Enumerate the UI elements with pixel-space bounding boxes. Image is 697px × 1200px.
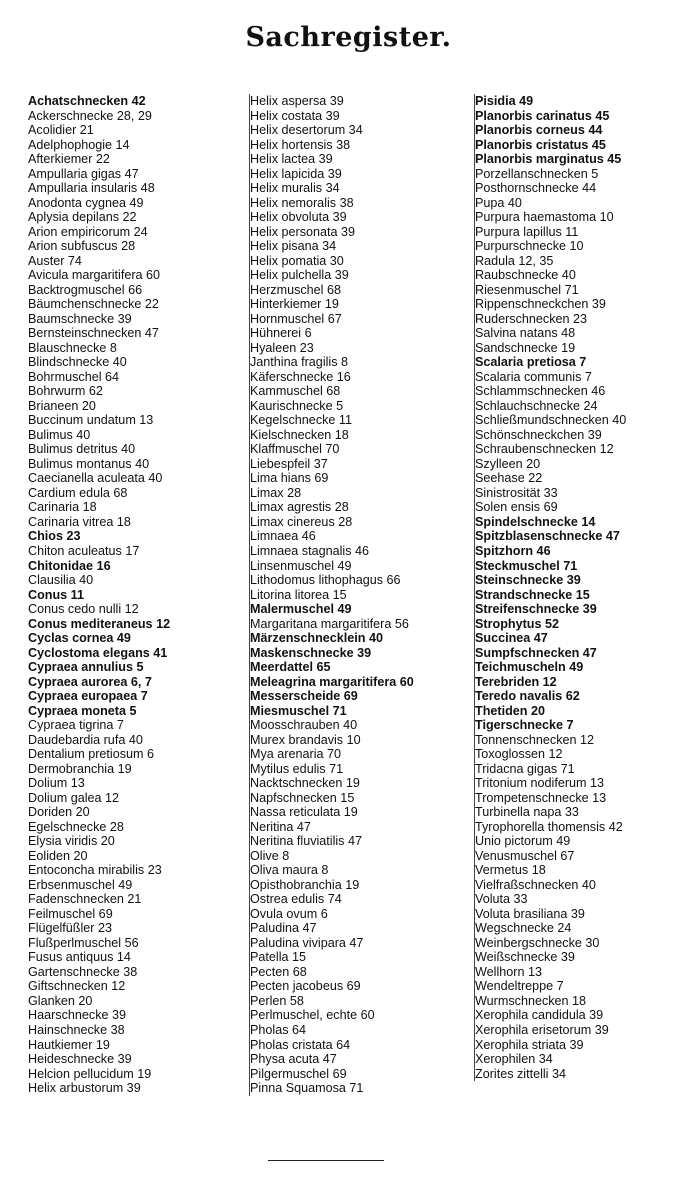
index-entry: Schraubenschnecken 12 [475,442,614,457]
index-entry: Helix costata 39 [250,108,340,123]
index-entry: Achatschnecken 42 [28,94,146,108]
index-entry: Teichmuscheln 49 [475,660,584,675]
index-entry: Erbsenmuschel 49 [28,877,133,892]
index-entry: Maskenschnecke 39 [250,645,372,660]
index-entry: Limax cinereus 28 [250,514,353,529]
index-entry: Glanken 20 [28,993,93,1008]
index-entry: Purpurschnecke 10 [475,239,584,254]
index-entry: Kielschnecken 18 [250,427,349,442]
index-entry: Fusus antiquus 14 [28,950,131,965]
index-entry: Chios 23 [28,529,81,544]
index-entry: Wurmschnecken 18 [475,993,587,1008]
index-entry: Litorina litorea 15 [250,587,347,602]
index-entry: Helix arbustorum 39 [28,1081,141,1096]
index-entry: Cypraea aurorea 6, 7 [28,674,152,689]
index-entry: Pisidia 49 [475,94,534,108]
index-entry: Szylleen 20 [475,456,541,471]
index-entry: Rippenschneckchen 39 [475,297,606,312]
index-entry: Ampullaria insularis 48 [28,181,155,196]
index-entry: Weißschnecke 39 [475,950,575,965]
index-entry: Helix lapicida 39 [250,166,342,181]
index-entry: Patella 15 [250,950,307,965]
index-entry: Janthina fragilis 8 [250,355,349,370]
index-entry: Helcion pellucidum 19 [28,1066,152,1081]
index-entry: Salvina natans 48 [475,326,576,341]
index-entry: Dentalium pretiosum 6 [28,747,154,762]
index-entry: Hainschnecke 38 [28,1023,125,1037]
index-entry: Hühnerei 6 [250,326,312,341]
index-entry: Cyclostoma elegans 41 [28,645,168,660]
index-entry: Raubschnecke 40 [475,268,576,283]
index-entry: Cypraea europaea 7 [28,689,148,704]
index-entry: Sumpfschnecken 47 [475,645,597,660]
index-entry: Planorbis cristatus 45 [475,137,606,152]
index-entry: Spitzblasenschnecke 47 [475,529,620,544]
index-entry: Pilgermuschel 69 [250,1066,347,1081]
index-entry: Cypraea annulius 5 [28,660,144,675]
index-entry: Helix pulchella 39 [250,268,349,283]
index-entry: Hyaleen 23 [250,340,314,355]
index-entry: Limax 28 [250,485,302,500]
index-entry: Carinaria vitrea 18 [28,514,131,529]
index-entry: Tyrophorella thomensis 42 [475,819,623,834]
index-entry: Messerscheide 69 [250,689,358,704]
index-entry: Limnaea 46 [250,529,316,544]
index-entry: Trompetenschnecke 13 [475,790,607,805]
index-entry: Giftschnecken 12 [28,979,126,994]
index-entry: Dolium galea 12 [28,790,120,805]
index-entry: Helix personata 39 [250,224,356,239]
index-entry: Acolidier 21 [28,123,94,138]
index-entry: Strophytus 52 [475,616,559,631]
index-entry: Blauschnecke 8 [28,340,117,355]
index-entry: Daudebardia rufa 40 [28,732,143,747]
index-entry: Unio pictorum 49 [475,834,571,849]
index-entry: Margaritana margaritifera 56 [250,616,409,631]
index-entry: Riesenmuschel 71 [475,282,579,297]
index-entry: Vielfraßschnecken 40 [475,877,596,892]
index-entry: Perlen 58 [250,993,304,1008]
index-entry: Elysia viridis 20 [28,834,115,849]
index-entry: Ovula ovum 6 [250,906,328,921]
index-entry: Conus cedo nulli 12 [28,602,139,617]
index-entry: Klaffmuschel 70 [250,442,340,457]
index-entry: Bernsteinschnecken 47 [28,326,159,341]
index-entry: Pecten jacobeus 69 [250,979,361,994]
index-entry: Neritina fluviatilis 47 [250,834,362,849]
index-entry: Spindelschnecke 14 [475,514,596,529]
index-entry: Doriden 20 [28,805,90,820]
index-entry: Hautkiemer 19 [28,1037,110,1052]
index-entry: Tigerschnecke 7 [475,718,574,733]
index-entry: Bulimus detritus 40 [28,442,136,457]
index-entry: Chiton aculeatus 17 [28,543,140,558]
index-entry: Lima hians 69 [250,471,329,486]
index-entry: Aplysia depilans 22 [28,210,137,225]
index-entry: Gartenschnecke 38 [28,964,138,979]
index-entry: Xerophilen 34 [475,1052,553,1067]
index-entry: Kegelschnecke 11 [250,413,352,428]
index-entry: Schlammschnecken 46 [475,384,606,399]
index-entry: Streifenschnecke 39 [475,602,597,617]
index-entry: Haarschnecke 39 [28,1008,127,1023]
index-entry: Kammuschel 68 [250,384,341,399]
index-entry: Zorites zittelli 34 [475,1066,566,1081]
index-entry: Steckmuschel 71 [475,558,578,573]
index-entry: Tonnenschnecken 12 [475,732,595,747]
index-entry: Xerophila erisetorum 39 [475,1023,609,1037]
index-entry: Helix desertorum 34 [250,123,363,138]
index-entry: Helix hortensis 38 [250,137,351,152]
index-entry: Purpura haemastoma 10 [475,210,614,225]
index-entry: Weinbergschnecke 30 [475,935,600,950]
index-entry: Succinea 47 [475,631,548,646]
index-entry: Voluta brasiliana 39 [475,906,585,921]
index-entry: Hornmuschel 67 [250,311,342,326]
index-entry: Tritonium nodiferum 13 [475,776,605,791]
index-entry: Venusmuschel 67 [475,848,575,863]
index-entry: Carinaria 18 [28,500,97,515]
index-entry: Cyclas cornea 49 [28,631,131,646]
index-entry: Heideschnecke 39 [28,1052,132,1067]
index-entry: Bulimus 40 [28,427,91,442]
index-entry: Helix nemoralis 38 [250,195,354,210]
index-entry: Perlmuschel, echte 60 [250,1008,375,1023]
index-entry: Schließmundschnecken 40 [475,413,627,428]
index-entry: Conus mediteraneus 12 [28,616,171,631]
index-entry: Limnaea stagnalis 46 [250,543,370,558]
index-entry: Radula 12, 35 [475,253,554,268]
index-entry: Schönschneckchen 39 [475,427,602,442]
index-entry: Planorbis marginatus 45 [475,152,622,167]
index-entry: Helix pisana 34 [250,239,337,254]
index-entry: Paludina 47 [250,921,317,936]
index-entry: Limax agrestis 28 [250,500,349,515]
index-entry: Auster 74 [28,253,82,268]
index-entry: Thetiden 20 [475,703,545,718]
index-entry: Meerdattel 65 [250,660,331,675]
index-entry: Backtrogmuschel 66 [28,282,143,297]
index-entry: Teredo navalis 62 [475,689,580,704]
index-entry: Ampullaria gigas 47 [28,166,139,181]
index-entry: Mytilus edulis 71 [250,761,344,776]
index-entry: Solen ensis 69 [475,500,558,515]
page-title: Sachregister. [245,22,452,53]
index-entry: Sandschnecke 19 [475,340,576,355]
index-entry: Pinna Squamosa 71 [250,1081,364,1096]
index-entry: Neritina 47 [250,819,311,834]
index-entry: Wendeltreppe 7 [475,979,564,994]
index-entry: Märzenschnecklein 40 [250,631,383,646]
index-entry: Helix lactea 39 [250,152,333,167]
index-entry: Strandschnecke 15 [475,587,590,602]
index-entry: Scalaria communis 7 [475,369,592,384]
index-entry: Herzmuschel 68 [250,282,341,297]
index-column-3 [474,94,685,1081]
index-entry: Helix muralis 34 [250,181,340,196]
index-entry: Nassa reticulata 19 [250,805,358,820]
index-entry: Liebespfeil 37 [250,456,328,471]
index-entry: Flußperlmuschel 56 [28,935,139,950]
index-entry: Turbinella napa 33 [475,805,579,820]
index-entry: Flügelfüßler 23 [28,921,112,936]
index-entry: Arion empiricorum 24 [28,224,148,239]
index-entry: Adelphophogie 14 [28,137,130,152]
index-entry: Blindschnecke 40 [28,355,127,370]
index-entry: Schlauchschnecke 24 [475,398,598,413]
index-entry: Steinschnecke 39 [475,573,581,588]
index-entry: Moosschrauben 40 [250,718,358,733]
index-entry: Linsenmuschel 49 [250,558,352,573]
index-entry: Helix aspersa 39 [250,94,344,108]
index-entry: Afterkiemer 22 [28,152,110,167]
index-entry: Helix obvoluta 39 [250,210,347,225]
index-entry: Paludina vivipara 47 [250,935,364,950]
index-entry: Physa acuta 47 [250,1052,337,1067]
index-column-2 [249,94,462,1096]
index-entry: Bohrwurm 62 [28,384,103,399]
index-entry: Toxoglossen 12 [475,747,563,762]
index-entry: Arion subfuscus 28 [28,239,136,254]
index-entry: Eoliden 20 [28,848,88,863]
index-entry: Wellhorn 13 [475,964,542,979]
index-entry: Hinterkiemer 19 [250,297,339,312]
index-entry: Oliva maura 8 [250,863,329,878]
index-entry: Bulimus montanus 40 [28,456,150,471]
index-entry: Entoconcha mirabilis 23 [28,863,162,878]
index-entry: Vermetus 18 [475,863,546,878]
index-entry: Planorbis carinatus 45 [475,108,610,123]
index-entry: Pecten 68 [250,964,307,979]
index-entry: Wegschnecke 24 [475,921,572,936]
index-entry: Bohrmuschel 64 [28,369,120,384]
index-entry: Ruderschnecken 23 [475,311,588,326]
index-entry: Planorbis corneus 44 [475,123,603,138]
index-entry: Sinistrosität 33 [475,485,558,500]
index-entry: Fadenschnecken 21 [28,892,142,907]
index-entry: Anodonta cygnea 49 [28,195,144,210]
index-entry: Ostrea edulis 74 [250,892,342,907]
index-entry: Murex brandavis 10 [250,732,361,747]
index-entry: Napfschnecken 15 [250,790,355,805]
index-entry: Xerophila candidula 39 [475,1008,604,1023]
index-entry: Pholas cristata 64 [250,1037,351,1052]
index-entry: Käferschnecke 16 [250,369,351,384]
index-entry: Purpura lapillus 11 [475,224,579,239]
index-entry: Feilmuschel 69 [28,906,113,921]
index-entry: Buccinum undatum 13 [28,413,154,428]
index-entry: Conus 11 [28,587,84,602]
index-entry: Opisthobranchia 19 [250,877,360,892]
index-entry: Cypraea tigrina 7 [28,718,124,733]
index-entry: Meleagrina margaritifera 60 [250,674,414,689]
index-entry: Miesmuschel 71 [250,703,347,718]
index-entry: Cardium edula 68 [28,485,128,500]
index-entry: Xerophila striata 39 [475,1037,584,1052]
index-entry: Nacktschnecken 19 [250,776,360,791]
index-entry: Scalaria pretiosa 7 [475,355,587,370]
index-entry: Pupa 40 [475,195,522,210]
index-entry: Caecianella aculeata 40 [28,471,163,486]
footer-rule [268,1160,384,1161]
index-entry: Malermuschel 49 [250,602,352,617]
index-entry: Cypraea moneta 5 [28,703,137,718]
index-entry: Seehase 22 [475,471,543,486]
index-entry: Olive 8 [250,848,290,863]
index-column-1 [28,94,236,1096]
index-entry: Ackerschnecke 28, 29 [28,108,152,123]
index-entry: Lithodomus lithophagus 66 [250,573,401,588]
index-entry: Egelschnecke 28 [28,819,124,834]
index-entry: Pholas 64 [250,1023,307,1037]
index-entry: Dermobranchia 19 [28,761,132,776]
index-entry: Brianeen 20 [28,398,96,413]
index-entry: Dolium 13 [28,776,85,791]
index-entry: Porzellanschnecken 5 [475,166,599,181]
index-entry: Tridacna gigas 71 [475,761,575,776]
index-entry: Clausilia 40 [28,573,94,588]
index-entry: Terebriden 12 [475,674,557,689]
index-entry: Avicula margaritifera 60 [28,268,161,283]
index-entry: Posthornschnecke 44 [475,181,597,196]
index-entry: Voluta 33 [475,892,528,907]
index-entry: Helix pomatia 30 [250,253,344,268]
index-entry: Kaurischnecke 5 [250,398,344,413]
index-entry: Spitzhorn 46 [475,543,551,558]
index-entry: Chitonidae 16 [28,558,111,573]
index-entry: Baumschnecke 39 [28,311,132,326]
index-entry: Mya arenaria 70 [250,747,342,762]
index-entry: Bäumchenschnecke 22 [28,297,159,312]
